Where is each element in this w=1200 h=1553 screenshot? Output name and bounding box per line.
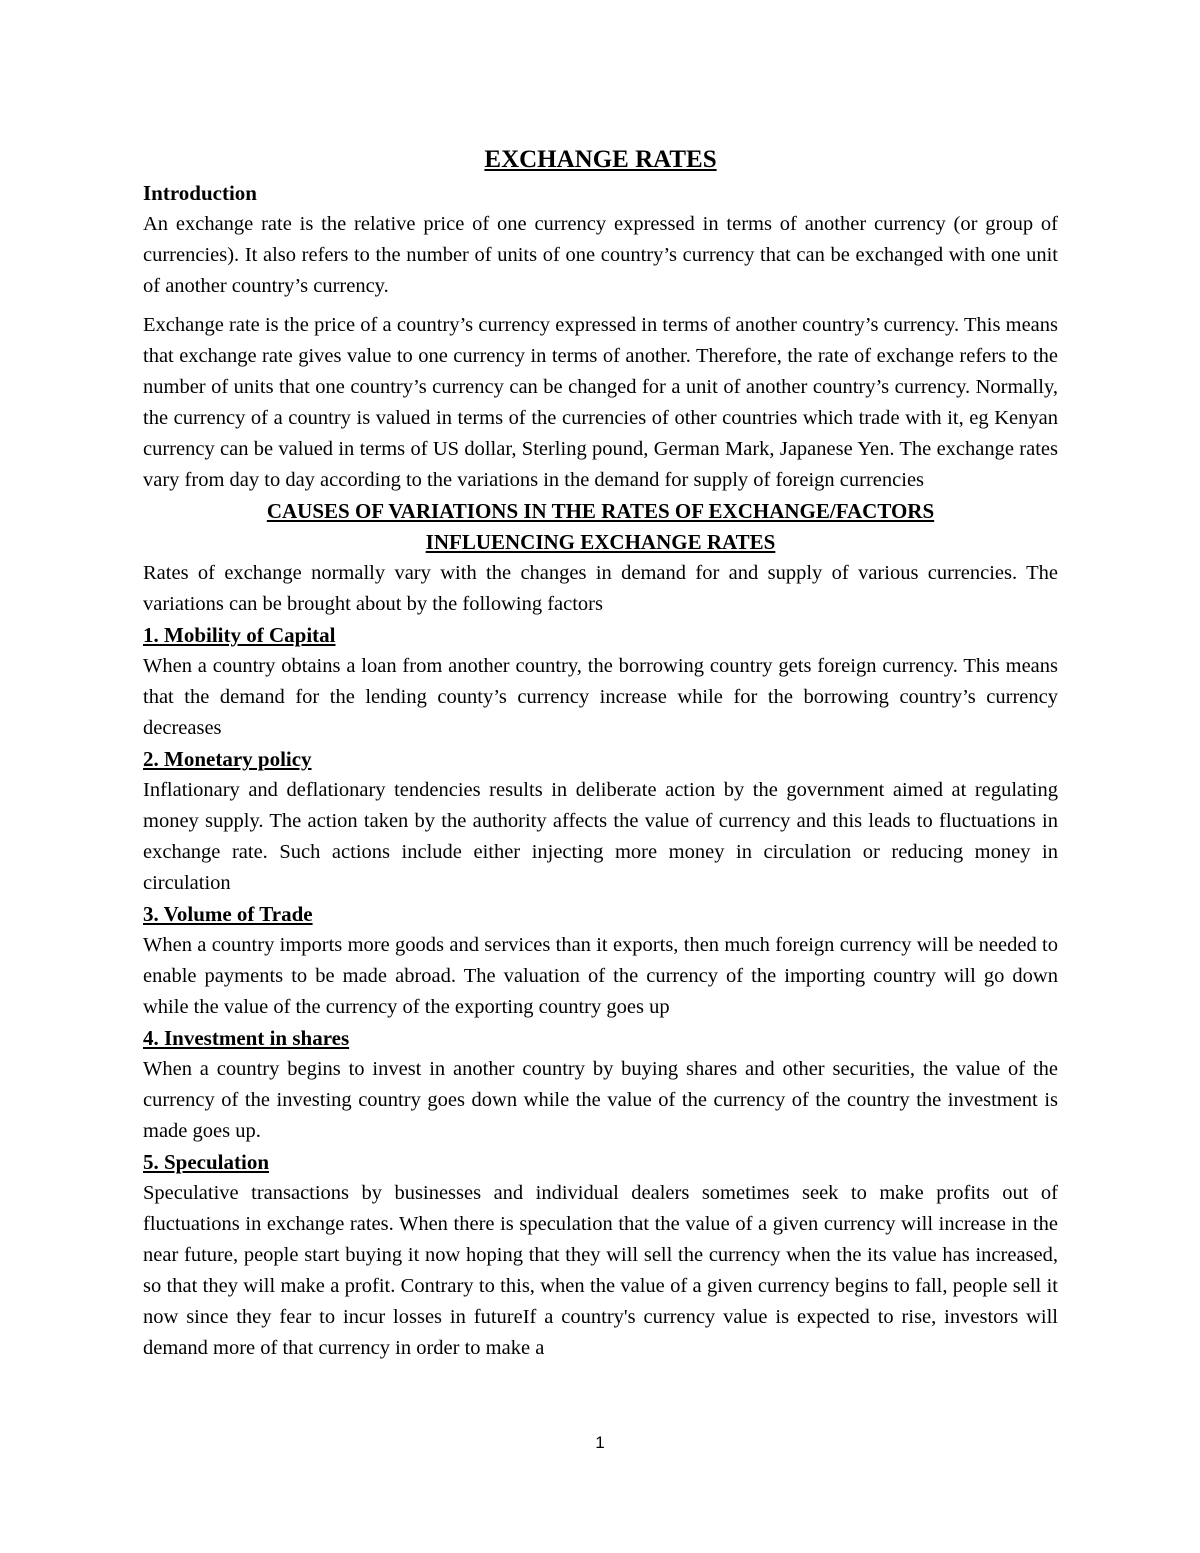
page-number: 1 (595, 1433, 605, 1452)
document-title: EXCHANGE RATES (484, 146, 717, 173)
introduction-heading: Introduction (143, 181, 257, 205)
factor-heading: 3. Volume of Trade (143, 902, 313, 926)
factor-heading: 4. Investment in shares (143, 1026, 350, 1050)
factor-investment-in-shares (143, 1023, 1058, 1147)
factor-volume-of-trade (143, 899, 1058, 1023)
factor-monetary-policy (143, 744, 1058, 899)
factor-text: Inflationary and deflationary tendencies results in deliberate action by the government aimed at regulating money supply. The action taken by the authority affects the value of currency and this leads to fluctuations in exchange rate. Such actions include either injecting more money in circulation or reducing money in circulation (143, 779, 1058, 894)
factor-speculation (143, 1147, 1058, 1364)
factor-text: Speculative transactions by businesses and individual dealers sometimes seek to make profits out of fluctuations in exchange rates. When there is speculation that the value of a given currency will increase in the near future, people start buying it now hoping that they will sell the currency when the its value has increased, so that they will make a profit. Contrary to this, when the value of a given currency begins to fall, people sell it now since they fear to incur losses in futureIf a country's currency value is expected to rise, investors will demand more of that currency in order to make a (143, 1182, 1058, 1359)
factor-heading: 2. Monetary policy (143, 747, 312, 771)
intro-paragraph-1: An exchange rate is the relative price of one currency expressed in terms of another currency (or group of currencies). It also refers to the number of units of one country’s currency that can be exchanged with one unit of another country’s currency. (143, 213, 1058, 297)
factor-text: When a country obtains a loan from another country, the borrowing country gets foreign currency. This means that the demand for the lending county’s currency increase while for the borrowing country’s currency decreases (143, 655, 1058, 739)
factor-heading: 5. Speculation (143, 1150, 270, 1174)
intro-paragraph-2: Exchange rate is the price of a country’s currency expressed in terms of another country’s currency. This means that exchange rate gives value to one currency in terms of another. Therefore, the rate of exchange refers to the number of units that one country’s currency can be changed for a unit of another country’s currency. Normally, the currency of a country is valued in terms of the currencies of other countries which trade with it, eg Kenyan currency can be valued in terms of US dollar, Sterling pound, German Mark, Japanese Yen. The exchange rates vary from day to day according to the variations in the demand for supply of foreign currencies (143, 314, 1058, 491)
factor-text: When a country begins to invest in another country by buying shares and other securities, the value of the currency of the investing country goes down while the value of the currency of the country the investment is made goes up. (143, 1058, 1058, 1142)
causes-heading-line-2: INFLUENCING EXCHANGE RATES (425, 530, 776, 554)
causes-intro-paragraph: Rates of exchange normally vary with the changes in demand for and supply of various currencies. The variations can be brought about by the following factors (143, 562, 1058, 615)
factor-heading: 1. Mobility of Capital (143, 623, 336, 647)
document-page (143, 142, 1058, 1364)
factor-mobility-of-capital (143, 620, 1058, 744)
causes-heading-line-1: CAUSES OF VARIATIONS IN THE RATES OF EXCHANGE/FACTORS (266, 499, 935, 523)
factor-text: When a country imports more goods and services than it exports, then much foreign currency will be needed to enable payments to be made abroad. The valuation of the currency of the importing country will go down while the value of the currency of the exporting country goes up (143, 934, 1058, 1018)
